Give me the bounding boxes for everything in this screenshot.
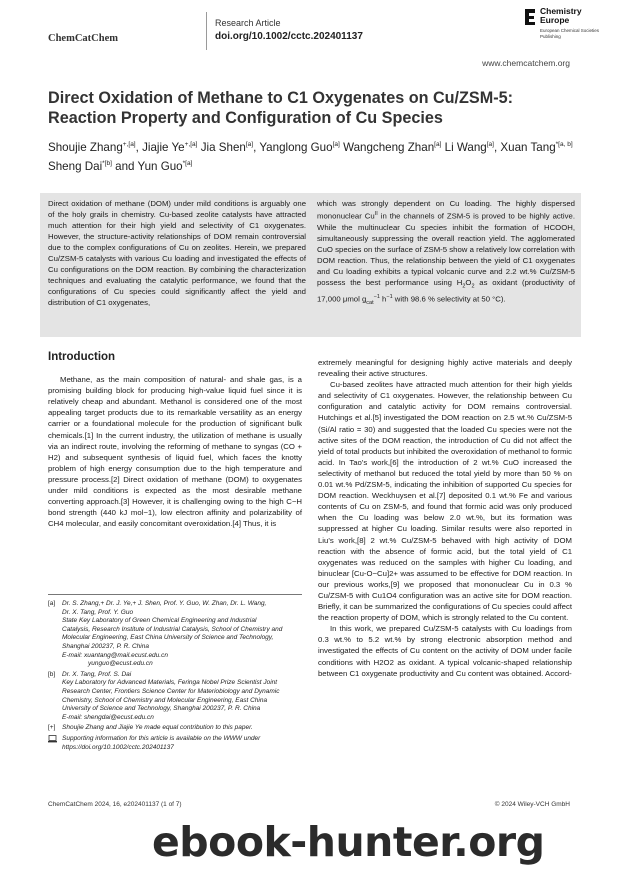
- affiliation-b: [b] Dr. X. Tang, Prof. S. Dai Key Laboratory for Advanced Materials, Feringa Nobel Prize Scientist Joint Research Center, Frontiers Science Center for Materiobiology and Dynamic Chemistry, School of Chemistry and Molecular Engineering, East China University of Science and Technology, Shanghai 200237, P. R. China E-mail: shengdai@ecust.edu.cn: [48, 671, 302, 723]
- supporting-info-note: Supporting information for this article is available on the WWW under https://doi.org/10.1002/cctc.202401137: [48, 735, 302, 752]
- affiliation-a: [a] Dr. S. Zhang,+ Dr. J. Ye,+ J. Shen, Prof. Y. Guo, W. Zhan, Dr. L. Wang, Dr. X. Tang, Prof. Y. Guo State Key Laboratory of Green Chemical Engineering and Industrial Catalysis, Research Institute of Industrial Catalysis, School of Chemistry and Molecular Engineering, East China University of Science and Technology, Shanghai 200237, P. R. China E-mail: xuantang@mail.ecust.edu.cn yunguo@ecust.edu.cn: [48, 600, 302, 669]
- section-heading-introduction: Introduction: [48, 351, 116, 363]
- journal-name: ChemCatChem: [48, 33, 118, 44]
- intro-paragraph-2: Cu-based zeolites have attracted much attention for their high yields and selectivity of C1 oxygenates. However, the relationship between Cu configuration and catalytic activity for DOM remains controversial. Hutchings et al.[5] investigated the DOM reaction on 2.5 wt.% Cu/ZSM-5 (Si/Al ratio = 30) and suggested that the loaded Cu species were not the active sites of the DOM reaction, the introduction of Cu did not affect the yield of total products but inhibited the overoxidation of methanol to formic acid. In Tao's work,[6] the introduction of 2 wt.% CuO increased the selectivity of methanol but reduced the total yield by more than 50 % on 0.01 wt.% Pd/ZSM-5, indicating the inhibition of supported Cu species for DOM reaction. Weckhuysen et al.[7] deposited 0.1 wt.% Fe and various contents of Cu on ZSM-5, and found that formic acid was only produced when the Cu loading was below 2.0 wt.%, but its formation was suppressed at higher Cu loading. Similar results were also reported in Liu's work,[8] 2 wt.% Cu/ZSM-5 behaved with high activity of DOM reaction with the absence of formic acid, but the total yield of C1 oxygenates was reduced on the samples with higher Cu loading, and binuclear [Cu-O−Cu]2+ was assumed to be effective for DOM reaction. In our previous works,[9] we proposed that mononuclear Cu in 0.3 % Cu/ZSM-5 with Cu1O4 configuration was an active site for DOM reaction. Briefly, it can be summarized the configurations of Cu species could affect the reaction property of DOM, which is strongly related to the Cu content.: [318, 380, 572, 623]
- author-name: Shoujie Zhang: [48, 141, 123, 154]
- supporting-info-link[interactable]: https://doi.org/10.1002/cctc.202401137: [62, 743, 174, 751]
- author-affiliation-mark: [a]: [245, 141, 254, 148]
- footnote-divider: [48, 594, 302, 595]
- author-name: Jia Shen: [200, 141, 246, 154]
- abstract-box: [40, 193, 581, 337]
- author-name: Jiajie Ye: [142, 141, 185, 154]
- author-affiliation-mark: *[a]: [182, 160, 193, 167]
- computer-icon: [48, 735, 57, 743]
- email-link[interactable]: E-mail: xuantang@mail.ecust.edu.cn: [62, 651, 168, 659]
- author-affiliation-mark: [a]: [332, 141, 340, 148]
- author-name: Wangcheng Zhan: [343, 141, 435, 154]
- copyright-notice: © 2024 Wiley-VCH GmbH: [494, 801, 570, 808]
- author-affiliation-mark: +,[a]: [184, 141, 198, 148]
- journal-website-link[interactable]: www.chemcatchem.org: [482, 58, 570, 68]
- author-name: Li Wang: [444, 141, 487, 154]
- body-left-column: [48, 350, 302, 529]
- watermark-text: ebook-hunter.org: [152, 818, 545, 866]
- intro-paragraph-1: Methane, as the main composition of natural- and shale gas, is a promising building block for producing high-value liquid fuel since it is relatively cheap and abundant. Methanol is considered one of the most appealing target products due to its remarkable versatility as an energy carrier or a foundational molecule for the production of significant bulk chemicals.[1] In the current industry, the utilization of methane is usually via an indirect route, involving the reforming of methane to syngas (CO + H2) and subsequent synthesis of liquid fuel, which faces the knotty problem of high energy consumption due to the high temperature and pressure process.[2] Direct oxidation of methane (DOM) to oxygenates under mild conditions is expected as the most desirable methane converting approach.[3] However, it is challenging owing to the high C−H bond strength (440 kJ mol−1), low electron affinity and polarizability of CH4 molecular, and easily concomitant overoxidation.[4] Thus, it is: [48, 375, 302, 529]
- author-affiliation-mark: *[a, b]: [555, 141, 573, 148]
- author-affiliation-mark: [a]: [434, 141, 442, 148]
- author-name: Xuan Tang: [500, 141, 556, 154]
- article-type: Research Article: [215, 18, 281, 28]
- author-list: Shoujie Zhang$^{+,[a]}$, Jiajie $Ye^{+,[a]}$ Jia Shen[a], Yanglong Guo[a] Wangcheng Zhan[a] Li Wang[a], Xuan Tang$^{*[a, b]}$ Sheng Dai$^{*[b]}$ and Yun Guo$^{*[a]}$: [48, 141, 573, 173]
- publisher-name: Chemistry Europe: [540, 6, 582, 25]
- author-affiliation-mark: *[b]: [102, 160, 112, 167]
- equal-contribution-note: [+] Shoujie Zhang and Jiajie Ye made equal contribution to this paper.: [48, 724, 253, 732]
- header-divider: [206, 12, 207, 50]
- article-title: Direct Oxidation of Methane to C1 Oxygenates on Cu/ZSM-5: Reaction Property and Configuration of Cu Species: [48, 89, 513, 127]
- intro-paragraph-3: In this work, we prepared Cu/ZSM-5 catalysts with Cu loadings from 0.3 wt.% to 5.2 wt.% by strong electronic absorption method and investigated the effects of Cu content on the activity of DOM under facile conditions with H2O2 as oxidant. A typical volcanic-shaped relationship between C1 oxygenate productivity and Cu content was obtained. Accord-: [318, 624, 572, 678]
- page-citation: ChemCatChem 2024, 16, e202401137 (1 of 7): [48, 801, 182, 808]
- article-doi-link[interactable]: doi.org/10.1002/cctc.202401137: [215, 31, 363, 42]
- email-link[interactable]: yunguo@ecust.edu.cn: [88, 660, 153, 668]
- body-right-column: [318, 357, 572, 679]
- abstract-right-column: which was strongly dependent on Cu loading. The highly dispersed mononuclear $Cu^{II}$ in the channels of ZSM-5 is proved to be highly active. While the multinuclear Cu species inhibit the formation of HCOOH, simultaneously suppressing the overall reaction yield. The agglomerated CuO species on the surface of ZSM-5 show a relatively low correlation with DOM reaction. Thus, the relationship between the yield of C1 oxygenates and Cu loading exhibits a typical volcanic curve and 2.2 wt.% Cu/ZSM-5 possess the best performance using $H_2O_2$ as oxidant (productivity of 17,000 μmol $g_{cat}^{-1}$ $h^{-1}$ with 98.6 % selectivity at 50 °C).: [317, 199, 576, 307]
- author-affiliation-mark: +,[a]: [122, 141, 136, 148]
- author-name: Yanglong Guo: [259, 141, 333, 154]
- email-link[interactable]: E-mail: shengdai@ecust.edu.cn: [62, 713, 154, 721]
- author-affiliation-mark: [a]: [486, 141, 494, 148]
- publisher-subtitle: European Chemical Societies Publishing: [540, 28, 600, 39]
- author-name: Sheng Dai: [48, 160, 103, 173]
- abstract-left-column: Direct oxidation of methane (DOM) under mild conditions is arguably one of the holy grails in chemistry. Cu-based zeolite catalysts have attracted much attention for their high yield and selectivity of C1 oxygenates. However, the structure-activity relationships of DOM remain controversial due to the complex configurations of Cu on zeolites. Herein, we prepared Cu/ZSM-5 catalysts with various Cu loading and investigated the effects of Cu configurations on the DOM reaction. By combining the characterization techniques and evaluating the catalytic performance, we found that the configurations of Cu species could significantly affect the yield and distribution of C1 oxygenates,: [48, 199, 306, 307]
- intro-paragraph-continued: extremely meaningful for designing highly active materials and deeply revealing their active structures.: [318, 358, 572, 379]
- affiliation-footnotes: [48, 600, 302, 754]
- chemistry-europe-logo-icon: [524, 8, 536, 26]
- author-name: Yun Guo: [137, 160, 183, 173]
